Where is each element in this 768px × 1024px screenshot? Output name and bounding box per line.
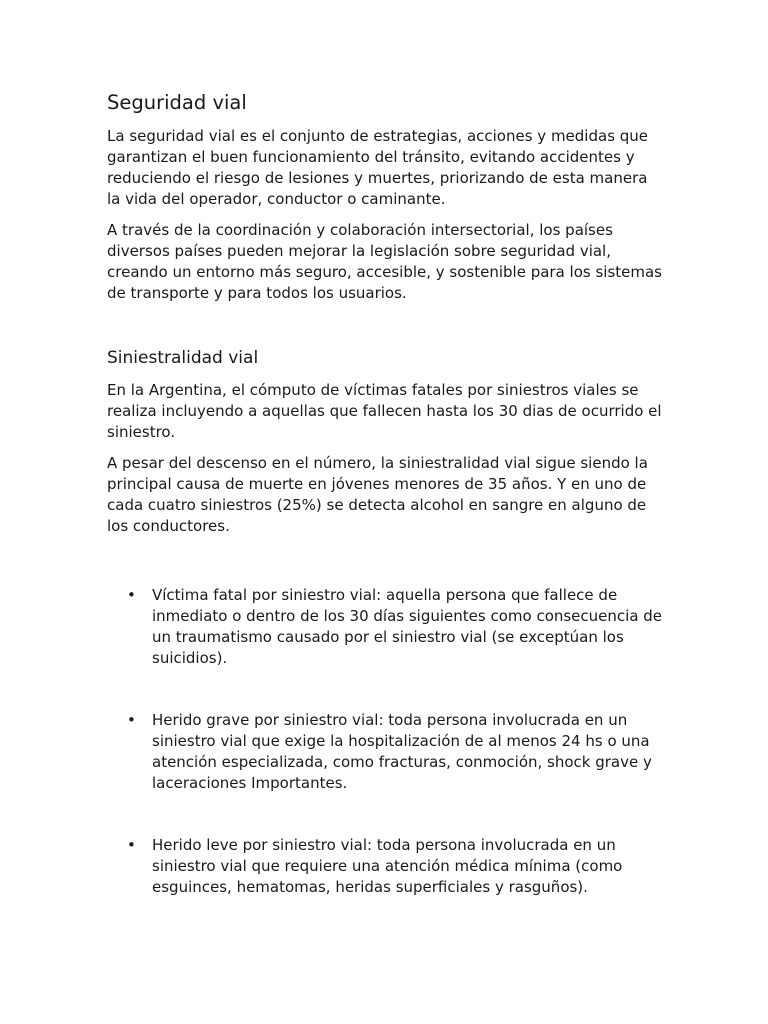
intro-paragraph: La seguridad vial es el conjunto de estrategias, acciones y medidas que garantizan el buen funcionamiento del tránsito, evitando accidentes y reduciendo el riesgo de lesiones y muertes, priorizando de esta manera la vida del operador, conductor o caminante. [107,127,649,208]
definition-list [107,585,663,898]
page-title: Seguridad vial [107,91,247,114]
section-paragraph: A pesar del descenso en el número, la siniestralidad vial sigue siendo la principal causa de muerte en jóvenes menores de 35 años. Y en uno de cada cuatro siniestros (25%) se detecta alcohol en sangre en alguno de los conductores. [107,454,648,535]
bullet-icon: • [127,586,136,604]
definition-text: Herido grave por siniestro vial: toda persona involucrada en un siniestro vial que exige la hospitalización de al menos 24 hs o una atención especializada, como fracturas, conmoción, shock grave y laceraciones Importantes. [152,711,652,792]
list-spacer [107,547,663,585]
list-item [107,710,663,794]
definition-text: Herido leve por siniestro vial: toda persona involucrada en un siniestro vial que requiere una atención médica mínima (como esguinces, hematomas, heridas superficiales y rasguños). [152,836,623,896]
section-heading: Siniestralidad vial [107,348,259,368]
list-item [107,835,663,898]
intro-paragraph: A través de la coordinación y colaboración intersectorial, los países diversos países pueden mejorar la legislación sobre seguridad vial, creando un entorno más seguro, accesible, y sostenible para los sistemas de transporte y para todos los usuarios. [107,221,662,302]
definition-text: Víctima fatal por siniestro vial: aquella persona que fallece de inmediato o dentro de los 30 días siguientes como consecuencia de un traumatismo causado por el siniestro vial (se exceptúan los suicidios). [152,586,663,667]
list-item [107,585,663,669]
bullet-icon: • [127,836,136,854]
section-spacer [107,314,663,346]
section-paragraph: En la Argentina, el cómputo de víctimas fatales por siniestros viales se realiza incluyendo a aquellas que fallecen hasta los 30 dias de ocurrido el siniestro. [107,381,662,441]
bullet-icon: • [127,711,136,729]
document-page [107,90,663,898]
